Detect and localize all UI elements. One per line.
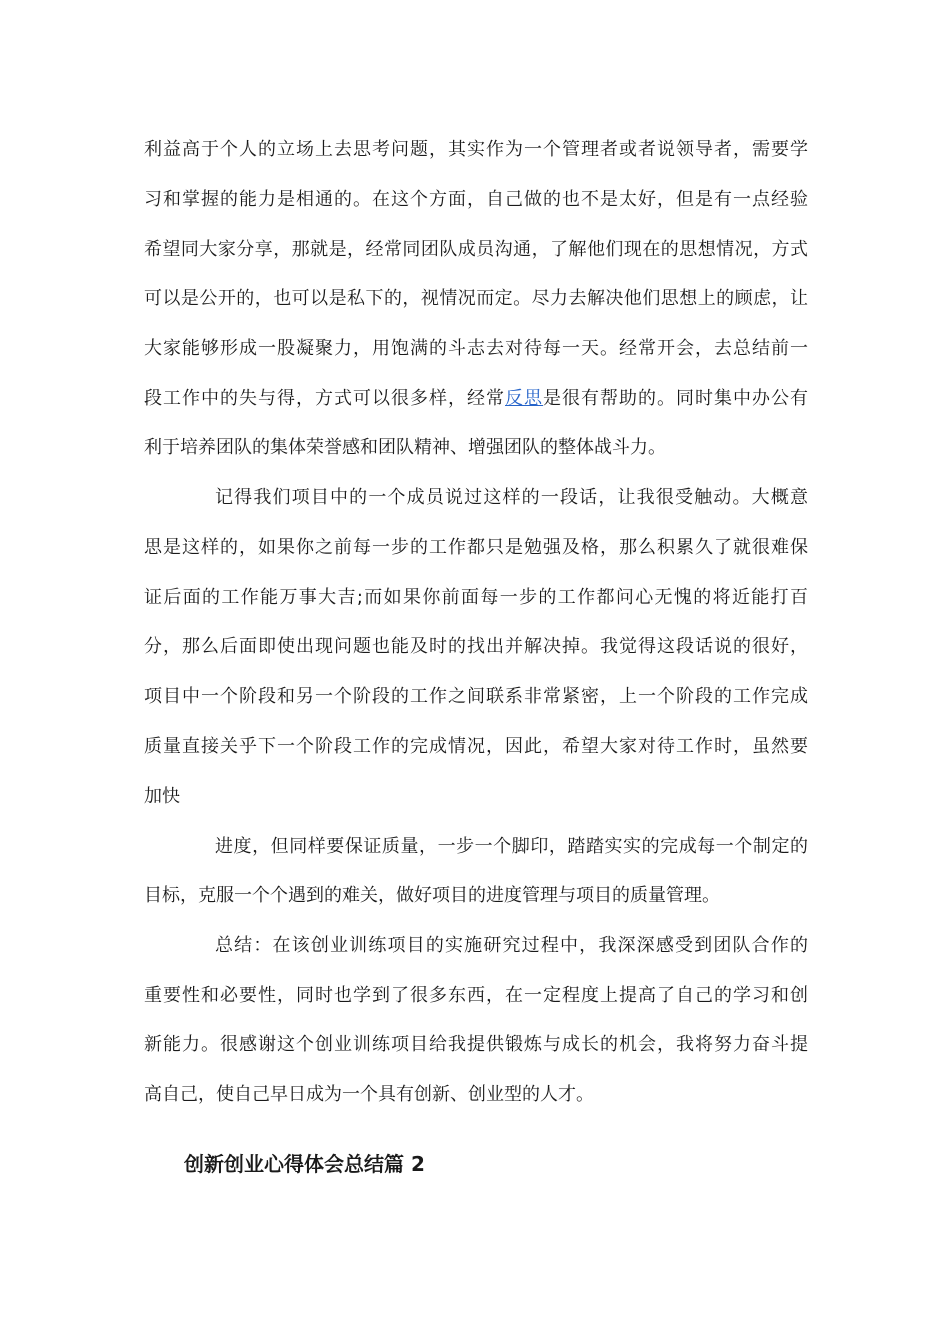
text-line: 目标，克服一个个遇到的难关，做好项目的进度管理与项目的质量管理。 <box>144 885 720 906</box>
text-line: 思是这样的，如果你之前每一步的工作都只是勉强及格，那么积累久了就很难保 <box>144 537 808 558</box>
text-line: 新能力。很感谢这个创业训练项目给我提供锻炼与成长的机会，我将努力奋斗提 <box>144 1034 808 1055</box>
text-line: 习和掌握的能力是相通的。在这个方面，自己做的也不是太好，但是有一点经验 <box>144 189 808 210</box>
text-line: 高自己，使自己早日成为一个具有创新、创业型的人才。 <box>144 1084 594 1105</box>
text-line: 项目中一个阶段和另一个阶段的工作之间联系非常紧密，上一个阶段的工作完成 <box>144 686 808 707</box>
section-heading: 创新创业心得体会总结篇 2 <box>184 1152 425 1176</box>
text-line: 利益高于个人的立场上去思考问题，其实作为一个管理者或者说领导者，需要学 <box>144 139 808 160</box>
text-line: 总结：在该创业训练项目的实施研究过程中，我深深感受到团队合作的 <box>215 935 808 956</box>
text-line: 希望同大家分享，那就是，经常同团队成员沟通，了解他们现在的思想情况，方式 <box>144 239 808 260</box>
text-line: 大家能够形成一股凝聚力，用饱满的斗志去对待每一天。经常开会，去总结前一 <box>144 338 808 359</box>
reflection-link[interactable]: 反思 <box>505 388 543 409</box>
text-line: 重要性和必要性，同时也学到了很多东西，在一定程度上提高了自己的学习和创 <box>144 985 808 1006</box>
text-line: 进度，但同样要保证质量，一步一个脚印，踏踏实实的完成每一个制定的 <box>215 836 808 857</box>
text-line: 可以是公开的，也可以是私下的，视情况而定。尽力去解决他们思想上的顾虑，让 <box>144 288 808 309</box>
text-line: 质量直接关乎下一个阶段工作的完成情况，因此，希望大家对待工作时，虽然要 <box>144 736 808 757</box>
text-line: 利于培养团队的集体荣誉感和团队精神、增强团队的整体战斗力。 <box>144 437 666 458</box>
text-line: 记得我们项目中的一个成员说过这样的一段话，让我很受触动。大概意 <box>215 487 808 508</box>
text-line-with-link <box>144 387 808 411</box>
text-line: 证后面的工作能万事大吉;而如果你前面每一步的工作都问心无愧的将近能打百 <box>144 587 808 608</box>
text-segment: 是很有帮助的。同时集中办公有 <box>543 388 808 409</box>
text-segment: 段工作中的失与得，方式可以很多样，经常 <box>144 388 505 409</box>
text-line: 分，那么后面即使出现问题也能及时的找出并解决掉。我觉得这段话说的很好， <box>144 636 808 657</box>
text-line: 加快 <box>144 786 180 807</box>
